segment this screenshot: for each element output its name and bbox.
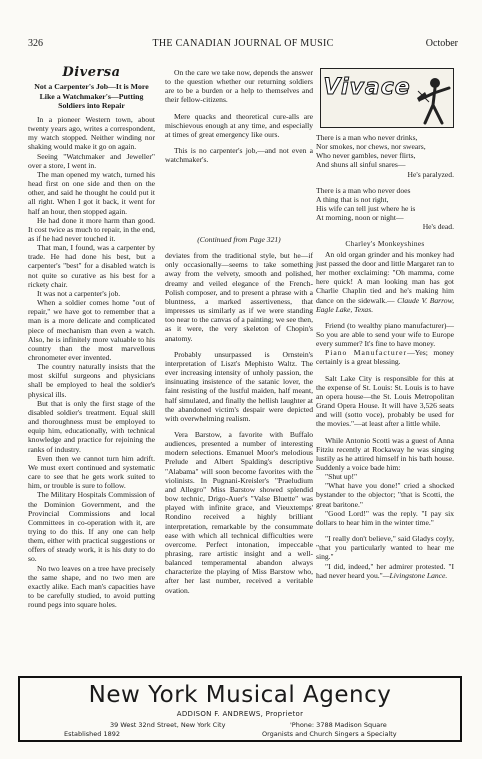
article-paragraph: No two leaves on a tree have precisely the same shape, and no two men are exactly alike. Each man's capacities have to be carefully studied, to avoid putting round pegs into square holes.: [28, 563, 155, 610]
vivace-logo: [320, 68, 454, 128]
poem-line: Who never gambles, never flirts,: [316, 151, 416, 161]
section-subhead: Charley's Monkeyshines: [345, 238, 425, 248]
review-paragraph: deviates from the traditional style, but he—if only occasionally—seems to take something away from the velvety, smooth and polished, dreamy and veiled elegance of the French-Polish composer, and to present a phrase with a bluntness, a marked assertiveness, that impresses us similarly as if we were standing too near to the canvas of a painting; we see then, as it were, the very skeleton of Chopin's anatomy.: [165, 251, 313, 343]
article-paragraph: On the care we take now, depends the answer to the question whether our returning soldiers are to be a burden or a help to themselves and their fellow-citizens.: [165, 68, 313, 105]
poem-line: And shuns all sinful snares—: [316, 160, 406, 170]
column-diversa: [28, 65, 155, 610]
dialog-line: "What have you done!" cried a shocked bystander to the objector; "that is Scotti, the great baritone.": [316, 481, 454, 509]
poem-line: There is a man who never drinks,: [316, 133, 418, 142]
joke-paragraph: Friend (to wealthy piano manufacturer)—So you are able to send your wife to Europe every summer? It's fine to have money.: [316, 320, 454, 349]
article-paragraph: The Military Hospitals Commission of the Dominion Government, and the Provincial Commissions and local Committees in co-operation with it, are trying to do this. If any one can help them, either with practical suggestions or offers of steady work, it is his duty to do so.: [28, 490, 155, 564]
journal-title: THE CANADIAN JOURNAL OF MUSIC: [152, 38, 334, 49]
article-paragraph: The country naturally insists that the most skilful surgeons and physicians shall be employed to heal the soldier's physical ills.: [28, 362, 155, 399]
review-paragraph: Probably unsurpassed is Ornstein's interpretation of Liszt's Mephisto Waltz. The ever increasing intensity of unholy passion, the insinuating insistence of the satanic lover, the faint resisting of the lustful maiden, half meant, half simulated, and finally the hellish laughter at the abandoned victim's despair were depicted with overwhelming realism.: [165, 349, 313, 423]
poem-ending: He's paralyzed.: [407, 169, 454, 179]
article-paragraph: Even then we cannot turn him adrift. We must exert continued and systematic care to see that he gets work suited to him, or trouble is sure to follow.: [28, 453, 155, 491]
agency-proprietor: ADDISON F. ANDREWS, Proprietor: [176, 710, 304, 718]
poem-ending: He's dead.: [422, 222, 454, 232]
poem-line: At morning, noon or night—: [316, 213, 404, 223]
page-number: 326: [28, 38, 43, 49]
column-vivace: [316, 133, 454, 580]
article-paragraph: That man, I found, was a carpenter by trade. He had done his best, but a carpenter's "best" for a disabled watch is not quite so curative as his best for a rickety chair.: [28, 243, 155, 289]
article-paragraph: Seeing "Watchmaker and Jeweller" over a store, I went in.: [28, 151, 155, 170]
article-paragraph: He had done it more harm than good. It cost twice as much to repair, in the end, as if he had never touched it.: [28, 215, 155, 243]
article-paragraph: In a pioneer Western town, about twenty years ago, writes a correspondent, my watch stopped. Neither winding nor shaking would make it go on again.: [28, 114, 155, 152]
review-paragraph: Vera Barstow, a favorite with Buffalo audiences, presented a number of interesting modern selections. Emanuel Moor's melodious Prelude and Albert Spalding's descriptive "Alabama" will soon become favorites with the violinists. In Pugnani-Kreisler's "Praeludium and Allegro" Miss Barstow showed splendid bow technic, Drigo-Auer's "Valse Bluette" was played with infinite grace, and Vieuxtemps' Rondino received a highly brilliant interpretation, remarkable by the consummate ease with which all technical difficulties were overcome. Perfect intonation, impeccable phrasing, rare artistic insight and a well-balanced temperamental abandon always characterize the playing of Miss Barstow who, after her last number, received a veritable ovation.: [165, 429, 313, 595]
anecdote-text: An old organ grinder and his monkey had just passed the door and little Margaret ran to her mother exclaiming: "Oh mamma, come here quick! A man looking man has got Charlie Chaplin tied and he's making him dance on the sidewalk.—: [316, 249, 454, 305]
dialog-line: [316, 562, 454, 580]
joke-speaker: Piano Manufacturer: [325, 348, 408, 358]
joke-text: —Yes; money certainly is a great blessing.: [316, 348, 454, 367]
running-header: [28, 38, 458, 52]
article-paragraph: It was not a carpenter's job.: [37, 288, 121, 298]
poem-line: Nor smokes, nor chews, nor swears,: [316, 142, 426, 152]
agency-address: 39 West 32nd Street, New York City: [110, 721, 226, 729]
dialog-line: "Shut up!": [325, 472, 358, 482]
article-paragraph: The man opened my watch, turned his head first on one side and then on the other, and said he thought he could put it all right. When I got it back, it went for half an hour, then stopped again.: [28, 169, 155, 216]
agency-name: New York Musical Agency: [88, 682, 392, 708]
vivace-title: Vivace: [323, 75, 411, 100]
poem-line: A thing that is not right,: [316, 194, 389, 204]
dialog-credit: —Livingstone Lance.: [382, 570, 448, 580]
dialog-text: "I did, indeed," her admirer protested. "I had never heard you.": [316, 561, 454, 580]
dialog-line: "Good Lord!" was the reply. "I pay six dollars to hear him in the winter time.": [316, 508, 454, 527]
continued-note: (Continued from Page 321): [197, 235, 281, 244]
poem-line: There is a man who never does: [316, 185, 411, 195]
agency-phone: 'Phone: 3788 Madison Square: [290, 721, 387, 729]
poem-line: His wife can tell just where he is: [316, 204, 416, 214]
article-paragraph: Mere quacks and theoretical cure-alls are mischievous enough at any time, and especially at times of great emergency like ours.: [165, 111, 313, 139]
anecdote-paragraph: [316, 250, 454, 314]
column-middle-top: [165, 68, 313, 164]
diversa-masthead: Diversa: [62, 65, 121, 80]
news-paragraph: While Antonio Scotti was a guest of Anna Fitziu recently at Rockaway he was singing lustily as he attired himself in his bath house. Suddenly a voice bade him:: [316, 435, 454, 472]
agency-specialty: Organists and Church Singers a Specialty: [262, 730, 397, 738]
article-paragraph: But that is only the first stage of the disabled soldier's treatment. Equal skill and thoroughness must be employed to equip him, educationally, with technical knowledge and practice for rejoining the ranks of industry.: [28, 398, 155, 454]
agency-established: Established 1892: [64, 730, 121, 738]
dialog-line: "I really don't believe," said Gladys coyly, "that you particularly wanted to hear me sing.": [316, 534, 454, 562]
article-paragraph: This is no carpenter's job,—and not even a watchmaker's.: [165, 146, 313, 165]
joke-paragraph: [316, 348, 454, 366]
article-paragraph: When a soldier comes home "out of repair," we have got to remember that a man is a more delicate and complicated piece of mechanism than even a watch. Also, he is infinitely more valuable to his country than the most marvellous chronometer ever invented.: [28, 298, 155, 362]
news-paragraph: Salt Lake City is responsible for this at the expense of St. Louis: St. Louis is to have an opera house—the St. Louis Metropolitan Grand Opera House. It will have 3,526 seats and will (sotto voce), probably be used for the movies."—at least after a little while.: [316, 373, 454, 429]
agency-advertisement: [18, 676, 462, 742]
column-middle-bottom: [165, 235, 313, 595]
issue-month: October: [425, 38, 458, 49]
anecdote-credit: Claude V. Barrow, Eagle Lake, Texas.: [316, 295, 454, 314]
article-headline: Not a Carpenter's Job—It is More Like a Watchmaker's—Putting Soldiers into Repair: [34, 82, 149, 111]
